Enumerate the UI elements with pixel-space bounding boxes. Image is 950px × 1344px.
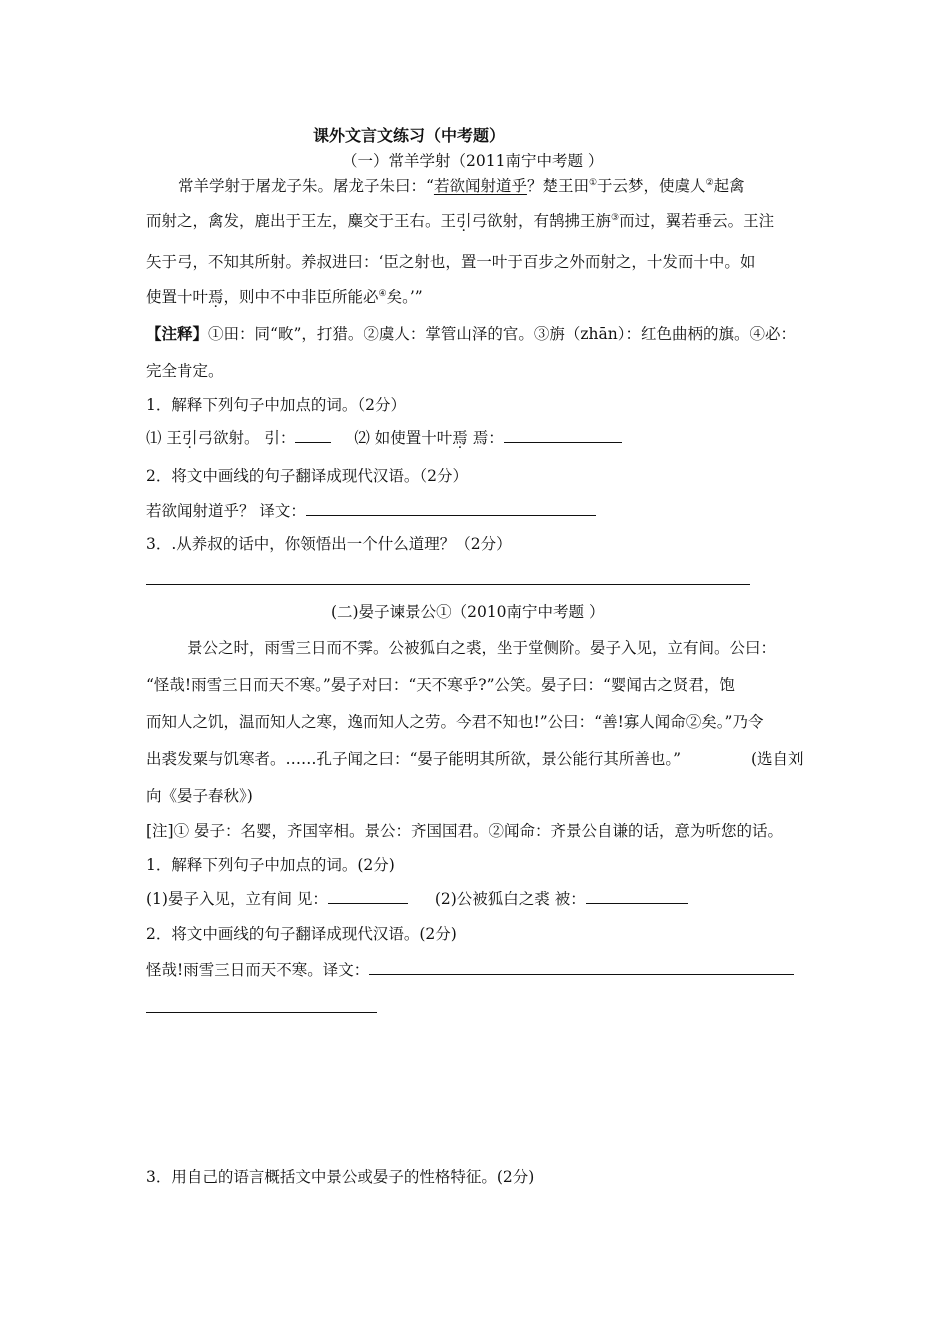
- footnote-marker: ②: [705, 178, 714, 188]
- passage1-question-2-answer: [146, 501, 596, 521]
- footnote-marker: ③: [611, 213, 620, 223]
- passage2-source: (选自刘: [751, 750, 804, 768]
- answer-blank[interactable]: [295, 428, 331, 443]
- passage1-question-1: 1．解释下列句子中加点的词。（2分）: [146, 396, 406, 414]
- text-segment: ，则中不中非臣所能必: [223, 288, 379, 306]
- dotted-word: 引: [181, 429, 198, 447]
- dotted-word: 引: [456, 212, 472, 230]
- text-segment: 起禽: [713, 177, 745, 195]
- footnote-marker: ④: [378, 289, 387, 299]
- text-segment: 矣。’”: [386, 288, 423, 306]
- dotted-word: 焉: [208, 288, 224, 306]
- passage1-question-3: 3．.从养叔的话中，你领悟出一个什么道理？（2分）: [146, 535, 512, 553]
- text-segment: 若欲闻射道乎？ 译文：: [146, 502, 306, 520]
- dotted-word: 焉: [452, 429, 468, 447]
- passage2-line-5: 向《晏子春秋》): [146, 787, 253, 805]
- underlined-sentence: 若欲闻射道乎: [433, 177, 527, 195]
- passage1-line-2: [146, 211, 774, 231]
- passage1-question-1-items: [146, 428, 622, 448]
- passage2-question-2: 2．将文中画线的句子翻译成现代汉语。(2分): [146, 925, 457, 943]
- passage2-question-1: 1．解释下列句子中加点的词。(2分): [146, 856, 395, 874]
- answer-line[interactable]: [146, 1012, 377, 1013]
- answer-line[interactable]: [146, 584, 750, 585]
- answer-blank[interactable]: [306, 501, 596, 516]
- passage1-notes-cont: 完全肯定。: [146, 362, 224, 380]
- footnote-marker: ①: [588, 178, 598, 188]
- text-segment: ⑴ 王: [146, 429, 182, 447]
- passage1-question-2: 2．将文中画线的句子翻译成现代汉语。（2分）: [146, 467, 468, 485]
- passage1-line-1: [178, 176, 745, 196]
- notes-text: ①田：同“畋”，打猎。②虞人：掌管山泽的官。③旃（zhān）：红色曲柄的旗。④必：: [208, 325, 796, 343]
- answer-blank[interactable]: [369, 960, 794, 975]
- passage2-heading: (二)晏子谏景公①（2010南宁中考题 ）: [331, 603, 605, 621]
- passage2-notes: [注]① 晏子：名婴，齐国宰相。景公：齐国国君。②闻命：齐景公自谦的话，意为听您的话。: [146, 822, 784, 840]
- text-segment: 怪哉!雨雪三日而天不寒。译文：: [146, 961, 370, 979]
- passage2-line-1: 景公之时，雨雪三日而不霁。公被狐白之裘，坐于堂侧阶。晏子入见，立有间。公曰：: [187, 639, 777, 657]
- answer-blank[interactable]: [328, 889, 408, 904]
- text-segment: ？楚王田: [526, 177, 589, 195]
- text-segment: ⑵ 如使置十叶: [354, 429, 453, 447]
- passage1-notes: [146, 324, 796, 344]
- text-segment: 常羊学射于屠龙子朱。屠龙子朱曰：“: [178, 177, 434, 195]
- passage2-question-3: 3．用自己的语言概括文中景公或晏子的性格特征。(2分): [146, 1168, 535, 1186]
- passage2-question-2-answer: [146, 960, 794, 980]
- passage1-line-4: [146, 287, 423, 307]
- text-segment: 而射之，禽发，鹿出于王左，麋交于王右。王: [146, 212, 457, 230]
- page-title: 课外文言文练习（中考题）: [313, 126, 506, 145]
- text-segment: 使置十叶: [146, 288, 209, 306]
- answer-blank[interactable]: [586, 889, 688, 904]
- notes-label: 【注释】: [146, 324, 209, 343]
- text-segment: 于云梦，使虞人: [597, 177, 706, 195]
- text-segment: 而过，翼若垂云。王注: [619, 212, 775, 230]
- text-segment: (1)晏子入见，立有间 见：: [146, 890, 328, 908]
- answer-blank[interactable]: [504, 428, 622, 443]
- passage2-line-4: 出裘发粟与饥寒者。……孔子闻之曰：“晏子能明其所欲，景公能行其所善也。”: [146, 750, 682, 768]
- passage2-line-3: 而知人之饥，温而知人之寒，逸而知人之劳。今君不知也!”公曰：“善!寡人闻命②矣。”乃令: [146, 713, 764, 731]
- text-segment: 焉：: [467, 429, 504, 447]
- text-segment: (2)公被狐白之裘 被：: [434, 890, 586, 908]
- passage1-heading: （一）常羊学射（2011南宁中考题 ）: [342, 152, 604, 170]
- passage1-line-3: 矢于弓，不知其所射。养叔进曰：‘臣之射也，置一叶于百步之外而射之，十发而十中。如: [146, 253, 756, 271]
- text-segment: 弓欲射，有鹄拂王旃: [471, 212, 612, 230]
- passage2-line-2: “怪哉!雨雪三日而天不寒。”晏子对曰：“天不寒乎?”公笑。晏子曰：“婴闻古之贤君，饱: [146, 676, 735, 694]
- text-segment: 弓欲射。 引：: [197, 429, 296, 447]
- passage2-question-1-items: [146, 889, 688, 909]
